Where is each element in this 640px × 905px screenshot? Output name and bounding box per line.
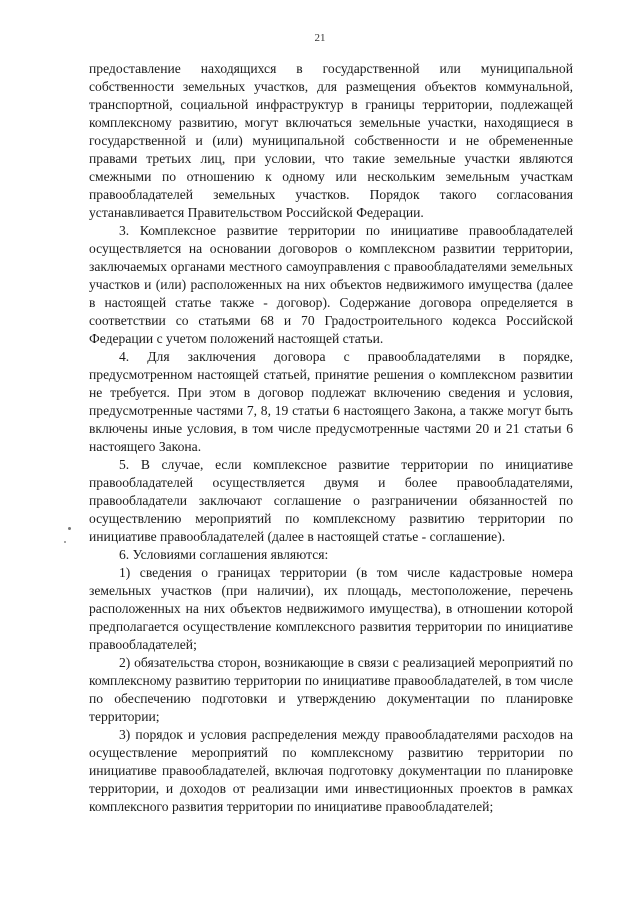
list-item-1: 1) сведения о границах территории (в том числе кадастровые номера земельных участков (при наличии), их площадь, местоположение, перечень расположенных на них объектов недвижимого имущества), в отношении которой предполагается осуществление комплексного развития территории по инициативе правообладателей; [89,565,573,652]
paragraph-5: 5. В случае, если комплексное развитие территории по инициативе правообладателей осуществляется двумя и более правообладателями, правообладатели заключают соглашение о разграничении обязанностей по осуществлению мероприятий по комплексному развитию территории по инициативе правообладателей (далее в настоящей статье - соглашение). [89,457,573,544]
paragraph-3: 3. Комплексное развитие территории по инициативе правообладателей осуществляется на основании договоров о комплексном развитии территории, заключаемых органами местного самоуправления с правообладателями земельных участков и (или) расположенных на них объектов недвижимого имущества (далее в настоящей статье также - договор). Содержание договора определяется в соответствии со статьями 68 и 70 Градостроительного кодекса Российской Федерации с учетом положений настоящей статьи. [89,223,573,346]
paragraph-continuation: предоставление находящихся в государственной или муниципальной собственности земельных участков, для размещения объектов коммунальной, транспортной, социальной инфраструктур в границы территории, подлежащей комплексному развитию, могут включаться земельные участки, находящиеся в государственной и (или) муниципальной собственности и не обремененные правами третьих лиц, при условии, что такие земельные участки являются смежными по отношению к одному или нескольким земельным участкам правообладателей земельных участков. Порядок такого согласования устанавливается Правительством Российской Федерации. [89,61,573,220]
document-body [89,60,573,816]
scan-speck [68,527,71,530]
list-item-2: 2) обязательства сторон, возникающие в связи с реализацией мероприятий по комплексному развитию территории по инициативе правообладателей, в том числе по обеспечению подготовки и утверждению документации по планировке территории; [89,655,573,724]
paragraph-4: 4. Для заключения договора с правообладателями в порядке, предусмотренном настоящей статьей, принятие решения о комплексном развитии не требуется. При этом в договор подлежат включению сведения и условия, предусмотренные частями 7, 8, 19 статьи 6 настоящего Закона, а также могут быть включены иные условия, в том числе предусмотренные частями 20 и 21 статьи 6 настоящего Закона. [89,349,573,454]
page-number: 21 [314,32,326,44]
paragraph-6: 6. Условиями соглашения являются: [119,547,329,562]
scan-speck [64,541,66,543]
list-item-3: 3) порядок и условия распределения между правообладателями расходов на осуществление мероприятий по комплексному развитию территории по инициативе правообладателей, включая подготовку документации по планировке территории, и доходов от реализации ими инвестиционных проектов в рамках комплексного развития территории по инициативе правообладателей; [89,727,573,814]
